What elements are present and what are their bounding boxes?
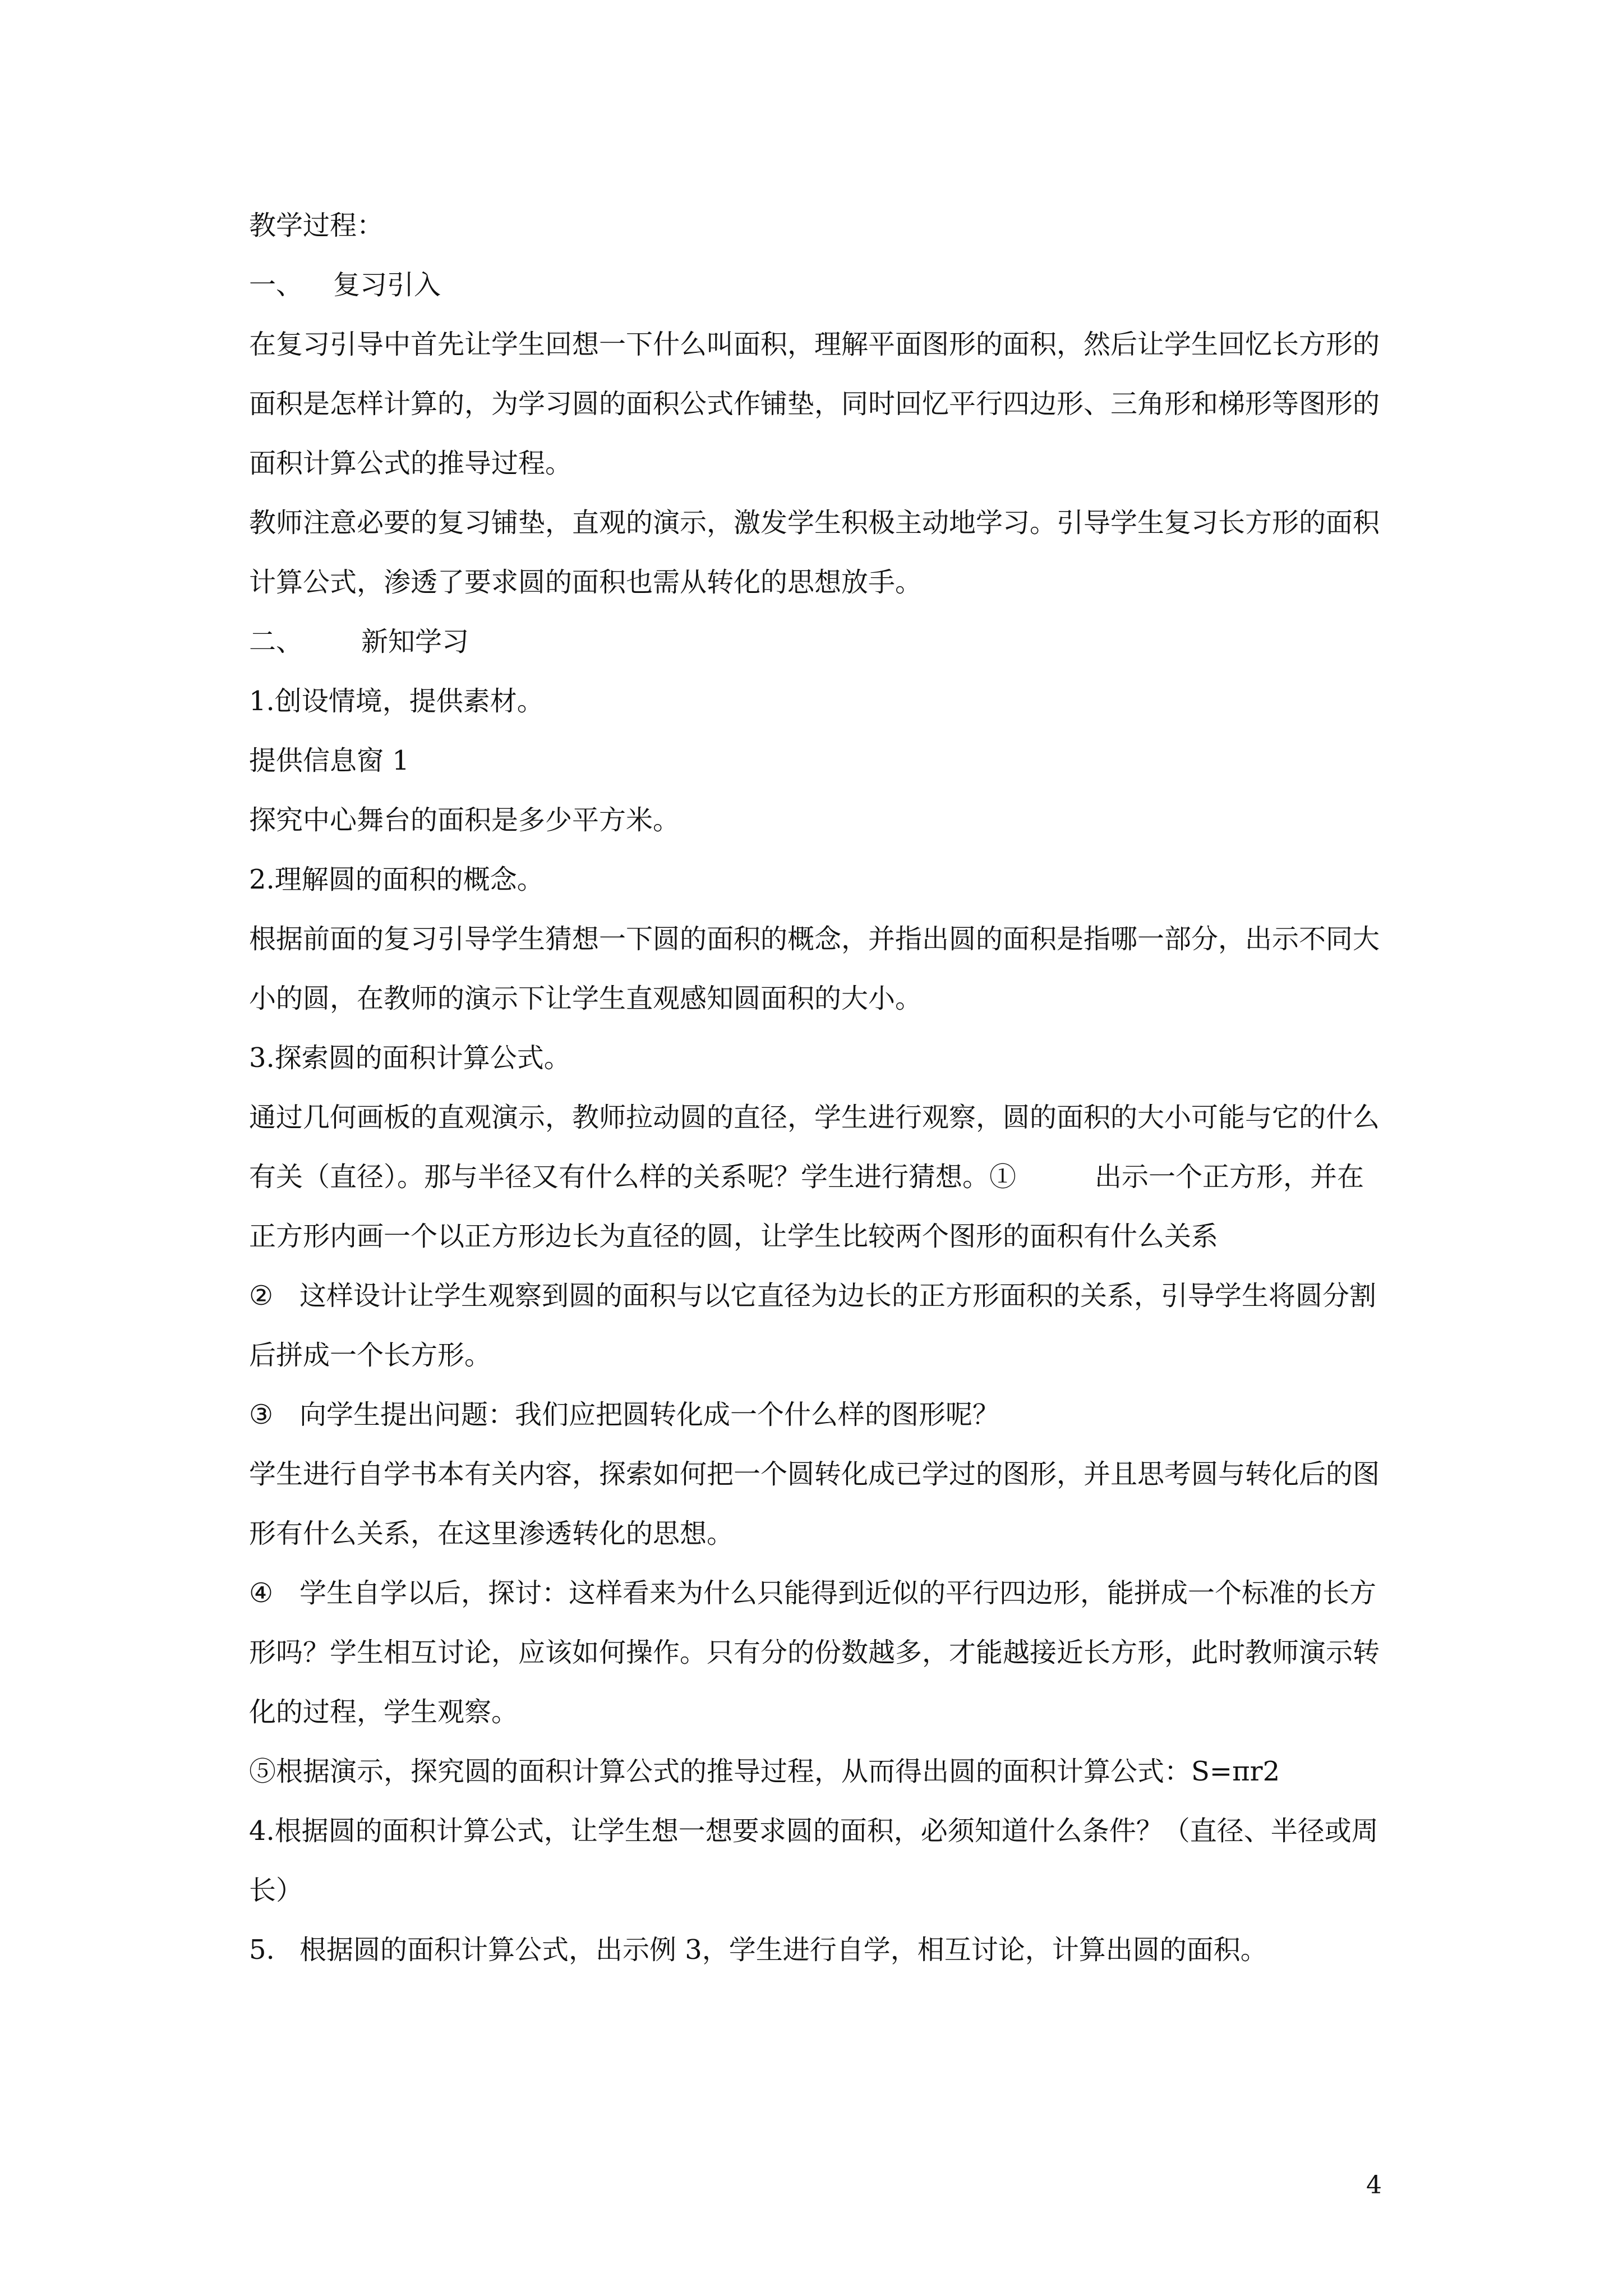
step-5-number: 5. [249, 1934, 275, 1966]
geometry-demo-text: 通过几何画板的直观演示，教师拉动圆的直径，学生进行观察，圆的面积的大小可能与它的什么有关（直径）。那与半径又有什么样的关系呢？学生进行猜想。 [249, 1102, 1380, 1193]
paragraph-geometry-demo [249, 1088, 1382, 1266]
heading-2-number: 二、 [249, 626, 303, 657]
marker-4-text: 学生自学以后，探讨：这样看来为什么只能得到近似的平行四边形，能拼成一个标准的长方形吗？学生相互讨论，应该如何操作。只有分的份数越多，才能越接近长方形，此时教师演示转化的过程，学生观察。 [249, 1577, 1380, 1728]
document-body [249, 209, 1382, 1993]
page-number: 4 [1366, 2171, 1382, 2200]
section-title: 教学过程： [249, 210, 384, 241]
paragraph-step-4: 4.根据圆的面积计算公式，让学生想一想要求圆的面积，必须知道什么条件？（直径、半径或周长） [249, 1815, 1378, 1906]
paragraph-self-study: 学生进行自学书本有关内容，探索如何把一个圆转化成已学过的图形，并且思考圆与转化后的图形有什么关系，在这里渗透转化的思想。 [249, 1458, 1380, 1549]
marker-4: ④ [249, 1577, 274, 1609]
heading-2-title: 新知学习 [361, 626, 469, 657]
paragraph-marker-4 [249, 1563, 1382, 1742]
marker-5: ⑤ [249, 1756, 276, 1787]
paragraph-area-concept: 根据前面的复习引导学生猜想一下圆的面积的概念，并指出圆的面积是指哪一部分，出示不同大小的圆，在教师的演示下让学生直观感知圆面积的大小。 [249, 923, 1380, 1014]
paragraph-teacher-notes: 教师注意必要的复习铺垫，直观的演示，激发学生积极主动地学习。引导学生复习长方形的面积计算公式，渗透了要求圆的面积也需从转化的思想放手。 [249, 507, 1380, 598]
paragraph-review-intro: 在复习引导中首先让学生回想一下什么叫面积，理解平面图形的面积，然后让学生回忆长方形的面积是怎样计算的，为学习圆的面积公式作铺垫，同时回忆平行四边形、三角形和梯形等图形的面积计算公式的推导过程。 [249, 329, 1380, 479]
info-window-line: 提供信息窗 1 [249, 745, 409, 776]
heading-1-number: 一、 [249, 269, 303, 301]
square-circle-text: 出示一个正方形，并在正方形内画一个以正方形边长为直径的圆，让学生比较两个图形的面积有什么关系 [249, 1161, 1364, 1252]
paragraph-marker-3 [249, 1398, 1382, 1432]
marker-5-text: 根据演示，探究圆的面积计算公式的推导过程，从而得出圆的面积计算公式：S=πr2 [276, 1756, 1280, 1787]
heading-1 [249, 268, 1382, 302]
marker-3-text: 向学生提出问题：我们应把圆转化成一个什么样的图形呢？ [299, 1399, 1000, 1430]
step-1: 1.创设情境，提供素材。 [249, 685, 544, 717]
step-5-text: 根据圆的面积计算公式，出示例 3，学生进行自学，相互讨论，计算出圆的面积。 [299, 1934, 1267, 1966]
marker-2-text: 这样设计让学生观察到圆的面积与以它直径为边长的正方形面积的关系，引导学生将圆分割后拼成一个长方形。 [249, 1280, 1377, 1371]
marker-2: ② [249, 1280, 274, 1312]
heading-1-title: 复习引入 [333, 269, 441, 301]
step-3: 3.探索圆的面积计算公式。 [249, 1042, 571, 1074]
paragraph-step-5 [249, 1933, 1382, 1967]
paragraph-marker-2 [249, 1266, 1382, 1385]
marker-1: ① [989, 1161, 1017, 1193]
marker-3: ③ [249, 1399, 274, 1430]
step-2: 2.理解圆的面积的概念。 [249, 864, 544, 895]
explore-stage-line: 探究中心舞台的面积是多少平方米。 [249, 804, 680, 836]
heading-2 [249, 625, 1382, 659]
paragraph-marker-5 [249, 1755, 1382, 1788]
